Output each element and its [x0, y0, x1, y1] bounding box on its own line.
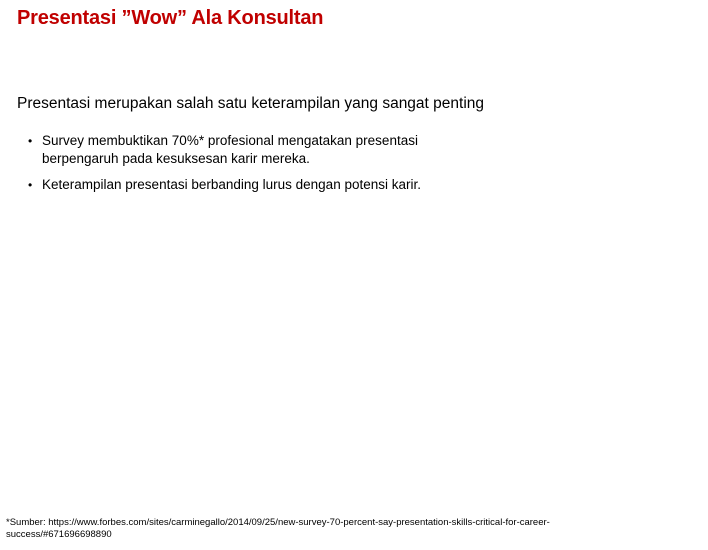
bullet-text: [42, 132, 478, 168]
bullet-line: Keterampilan presentasi berbanding lurus dengan potensi karir.: [42, 177, 421, 192]
footnote-line: success/#671696698890: [6, 529, 112, 540]
bullet-line: Survey membuktikan 70%* profesional mengatakan presentasi: [42, 133, 418, 148]
bullet-line: berpengaruh pada kesuksesan karir mereka.: [42, 151, 310, 166]
source-footnote: [6, 517, 646, 541]
bullet-item-career: [28, 176, 478, 194]
slide-subtitle: Presentasi merupakan salah satu keterampilan yang sangat penting: [17, 95, 485, 112]
bullet-dot-icon: •: [28, 134, 33, 148]
bullet-text: [42, 176, 478, 194]
footnote-line: *Sumber: https://www.forbes.com/sites/carminegallo/2014/09/25/new-survey-70-percent-say-presentation-skills-critical-for-career-: [6, 517, 550, 528]
bullet-dot-icon: •: [28, 178, 33, 192]
bullet-item-survey: [28, 132, 478, 168]
bullet-list: [28, 132, 478, 202]
slide-title: Presentasi ”Wow” Ala Konsultan: [17, 7, 324, 29]
